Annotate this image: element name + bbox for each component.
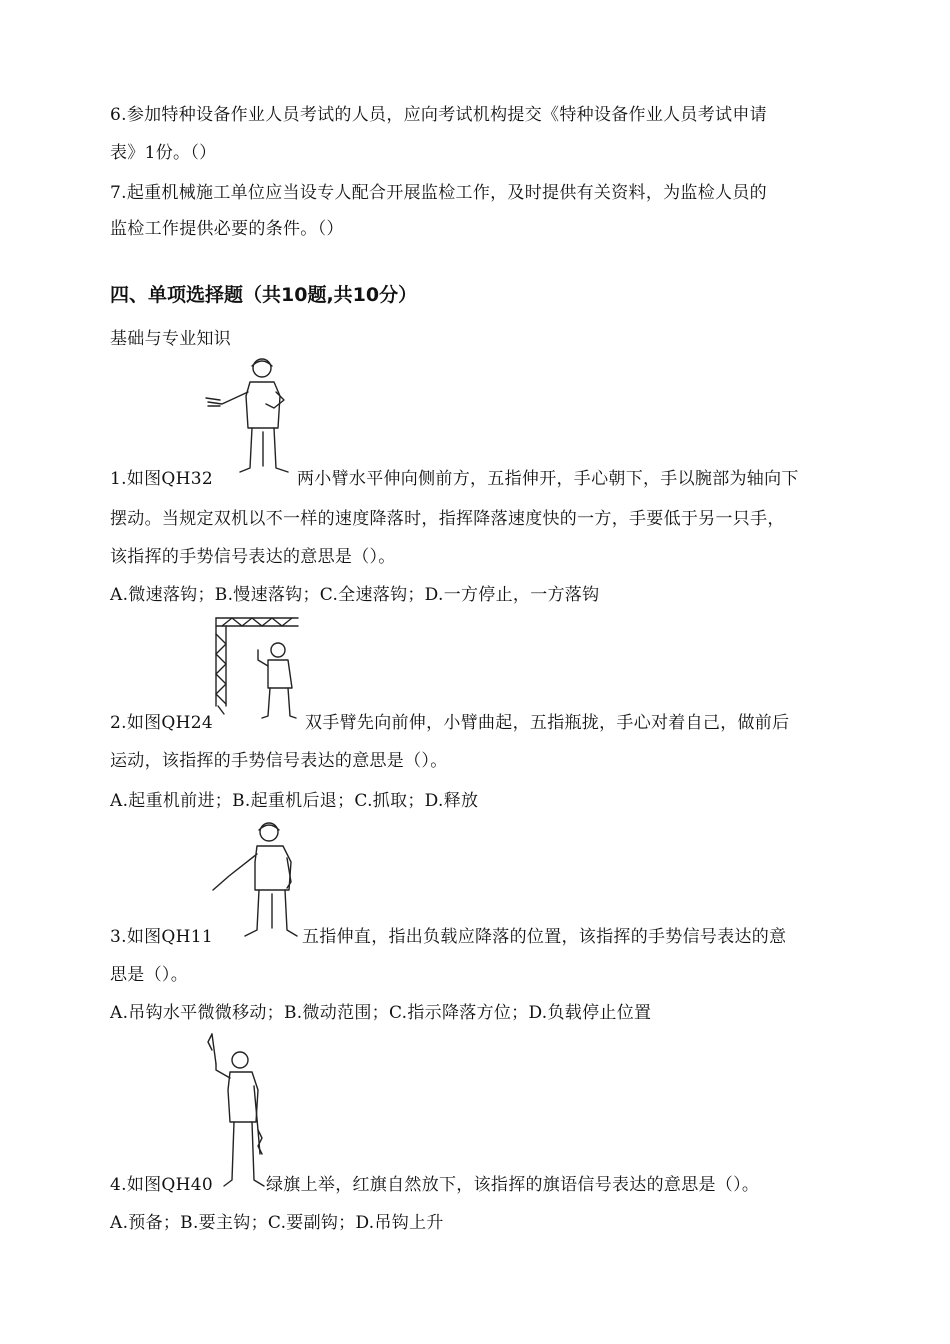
question-4-prefix: 4.如图QH40 [110,1175,214,1195]
question-4-options: A.预备；B.要主钩；C.要副钩；D.吊钩上升 [110,1213,444,1233]
question-2-line1: 双手臂先向前伸，小臂曲起，五指瓶拢，手心对着自己，做前后 [305,713,790,733]
question-6-line1: 6.参加特种设备作业人员考试的人员，应向考试机构提交《特种设备作业人员考试申请 [110,105,767,125]
question-4-line1: 绿旗上举，红旗自然放下，该指挥的旗语信号表达的意思是（）。 [266,1175,760,1195]
question-7-line2: 监检工作提供必要的条件。（） [110,219,344,239]
question-1-options: A.微速落钩；B.慢速落钩；C.全速落钩；D.一方停止，一方落钩 [110,585,600,605]
question-6-line2: 表》1份。（） [110,143,217,163]
gesture-figure-qh11 [205,818,301,942]
section-subtitle: 基础与专业知识 [110,329,232,349]
question-2-options: A.起重机前进；B.起重机后退；C.抓取；D.释放 [110,791,479,811]
flag-figure-qh40 [198,1030,276,1190]
gesture-figure-qh32 [200,356,300,486]
question-3-prefix: 3.如图QH11 [110,927,214,947]
question-3-options: A.吊钩水平微微移动；B.微动范围；C.指示降落方位；D.负载停止位置 [110,1003,652,1023]
question-3-line2: 思是（）。 [110,965,188,985]
question-1-prefix: 1.如图QH32 [110,469,214,489]
question-1-line2: 摆动。当规定双机以不一样的速度降落时，指挥降落速度快的一方，手要低于另一只手， [110,509,785,529]
question-7-line1: 7.起重机械施工单位应当设专人配合开展监检工作，及时提供有关资料，为监检人员的 [110,183,767,203]
question-3-line1: 五指伸直，指出负载应降落的位置，该指挥的手势信号表达的意 [302,927,787,947]
section-title: 四、单项选择题（共10题,共10分） [110,284,418,306]
question-2-line2: 运动，该指挥的手势信号表达的意思是（）。 [110,751,448,771]
question-1-line3: 该指挥的手势信号表达的意思是（）。 [110,547,396,567]
gesture-figure-qh24 [212,614,304,724]
question-2-prefix: 2.如图QH24 [110,713,214,733]
question-1-line1: 两小臂水平伸向侧前方，五指伸开，手心朝下，手以腕部为轴向下 [297,469,799,489]
